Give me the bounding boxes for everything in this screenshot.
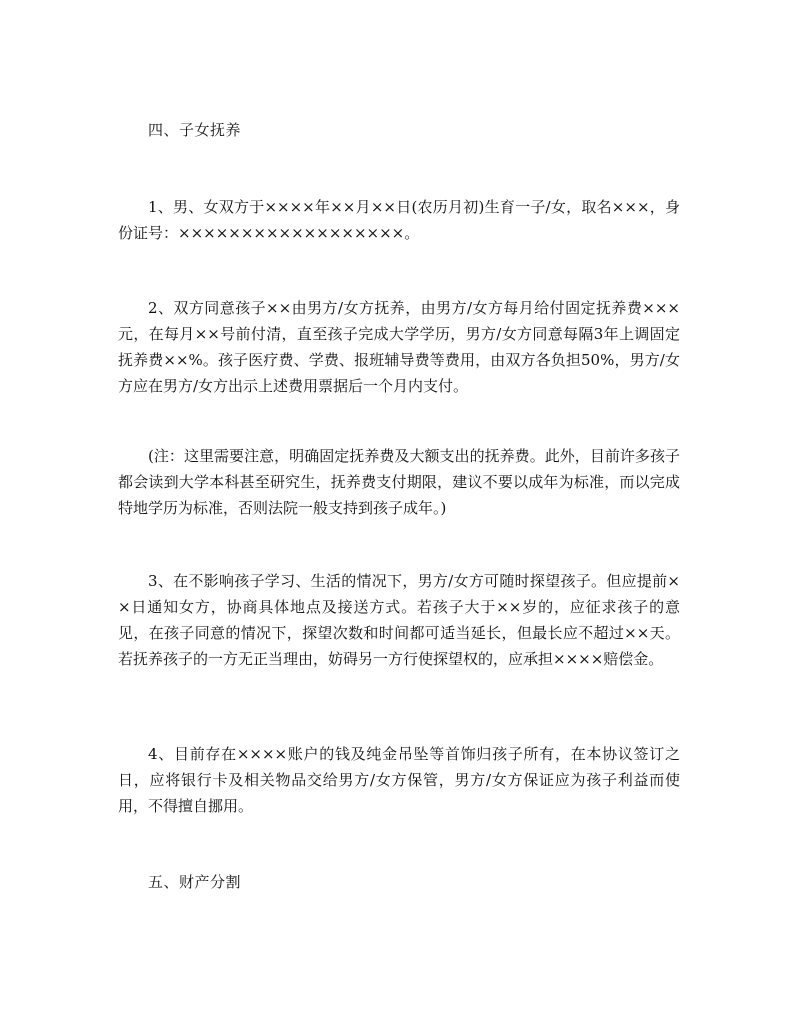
paragraph-assets-for-child: 4、目前存在××××账户的钱及纯金吊坠等首饰归孩子所有，在本协议签订之日，应将银行卡及相关物品交给男方/女方保管，男方/女方保证应为孩子利益而使用，不得擅自挪用。: [118, 745, 680, 815]
section-heading-child-support: 四、子女抚养: [148, 121, 242, 139]
paragraph-note: (注：这里需要注意，明确固定抚养费及大额支出的抚养费。此外，目前许多孩子都会读到大学本科甚至研究生，抚养费支付期限，建议不要以成年为标准，而以完成特地学历为标准，否则法院一般支持到孩子成年。): [118, 447, 680, 517]
section-heading-property-division: 五、财产分割: [148, 873, 242, 891]
paragraph-support-payment: 2、双方同意孩子××由男方/女方抚养，由男方/女方每月给付固定抚养费×××元，在每月××号前付清，直至孩子完成大学学历，男方/女方同意每隔3年上调固定抚养费××%。孩子医疗费、学费、报班辅导费等费用，由双方各负担50%，男方/女方应在男方/女方出示上述费用票据后一个月内支付。: [118, 299, 680, 395]
paragraph-birth-info: 1、男、女双方于××××年××月××日(农历月初)生育一子/女，取名×××，身份证号：××××××××××××××××××。: [118, 198, 680, 242]
paragraph-visitation: 3、在不影响孩子学习、生活的情况下，男方/女方可随时探望孩子。但应提前××日通知女方，协商具体地点及接送方式。若孩子大于××岁的，应征求孩子的意见，在孩子同意的情况下，探望次数和时间都可适当延长，但最长应不超过××天。若抚养孩子的一方无正当理由，妨碍另一方行使探望权的，应承担××××赔偿金。: [118, 572, 680, 668]
